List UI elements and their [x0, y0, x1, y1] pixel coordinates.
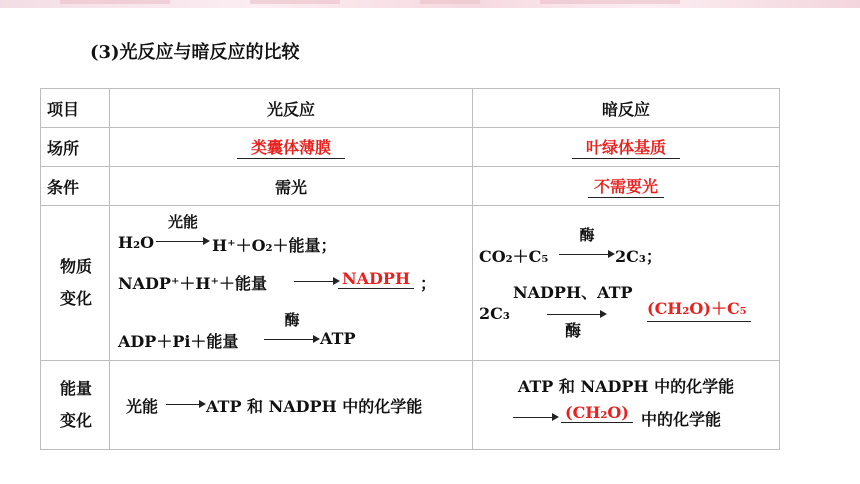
dark-equation-1 [479, 212, 779, 274]
place-dark-answer: 叶绿体基质 [572, 135, 680, 159]
place-light-cell [110, 128, 473, 167]
energy-label-2: 变化 [59, 411, 92, 430]
header-light: 光反应 [110, 89, 473, 128]
place-label: 场所 [41, 128, 110, 167]
light-eq1-right: H⁺＋O₂＋能量； [212, 236, 337, 255]
energy-light-right: ATP 和 NADPH 中的化学能 [206, 397, 423, 416]
dark-eq1-right: 2C₃； [615, 247, 662, 266]
energy-label-1: 能量 [59, 379, 92, 398]
light-eq3-arrow-label: 酶 [284, 311, 300, 329]
energy-light-arrow [166, 394, 206, 414]
table-row-energy [41, 361, 780, 450]
light-eq2-arrow [294, 271, 340, 291]
light-eq3-right: ATP [320, 329, 356, 348]
dark-eq2-arrow-top: NADPH、ATP [513, 283, 633, 302]
place-dark-cell [473, 128, 780, 167]
energy-dark-cell [473, 361, 780, 450]
substance-light-cell [110, 206, 473, 361]
dark-eq2-left: 2C₃ [479, 304, 510, 323]
condition-label: 条件 [41, 167, 110, 206]
dark-equation-2 [479, 274, 779, 354]
condition-light: 需光 [110, 167, 473, 206]
light-equation-3 [118, 307, 472, 357]
energy-light-cell [110, 361, 473, 450]
energy-light-left: 光能 [126, 397, 159, 416]
light-equation-1 [118, 209, 472, 257]
table-row-condition [41, 167, 780, 206]
energy-light-line [110, 390, 472, 420]
energy-dark-tail: 中的化学能 [641, 409, 722, 429]
light-eq1-arrow [156, 213, 210, 251]
energy-dark-line2 [473, 397, 779, 433]
table-row-header [41, 89, 780, 128]
header-dark: 暗反应 [473, 89, 780, 128]
light-eq2-answer: NADPH [338, 269, 414, 289]
energy-dark-line1: ATP 和 NADPH 中的化学能 [517, 376, 735, 396]
header-item: 项目 [41, 89, 110, 128]
light-eq1-arrow-label: 光能 [167, 213, 198, 231]
dark-eq1-arrow-label: 酶 [579, 226, 595, 244]
dark-eq1-arrow [559, 226, 615, 264]
energy-dark-answer: (CH₂O) [561, 403, 633, 423]
substance-label-2: 变化 [59, 289, 92, 308]
light-equation-2 [118, 257, 472, 307]
energy-label-cell [41, 361, 110, 450]
energy-dark-arrow [513, 407, 559, 427]
light-eq3-arrow [264, 311, 320, 349]
light-eq2-left: NADP⁺＋H⁺＋能量 [118, 274, 267, 293]
substance-dark-cell [473, 206, 780, 361]
light-eq1-left: H₂O [118, 233, 155, 252]
table-row-substance [41, 206, 780, 361]
table-row-place [41, 128, 780, 167]
substance-label-cell [41, 206, 110, 361]
comparison-table [40, 88, 780, 450]
light-eq3-left: ADP＋Pi＋能量 [118, 332, 239, 351]
dark-eq2-answer: (CH₂O)＋C₅ [647, 296, 751, 322]
substance-label-1: 物质 [59, 257, 92, 276]
place-light-answer: 类囊体薄膜 [237, 135, 345, 159]
section-title: (3)光反应与暗反应的比较 [90, 42, 300, 63]
top-decoration [0, 0, 860, 8]
light-eq2-end: ； [420, 274, 437, 293]
dark-eq1-left: CO₂＋C₅ [479, 247, 549, 266]
condition-dark-cell [473, 167, 780, 206]
dark-eq2-arrow-bottom: 酶 [565, 321, 582, 340]
condition-dark-answer: 不需要光 [588, 174, 664, 198]
